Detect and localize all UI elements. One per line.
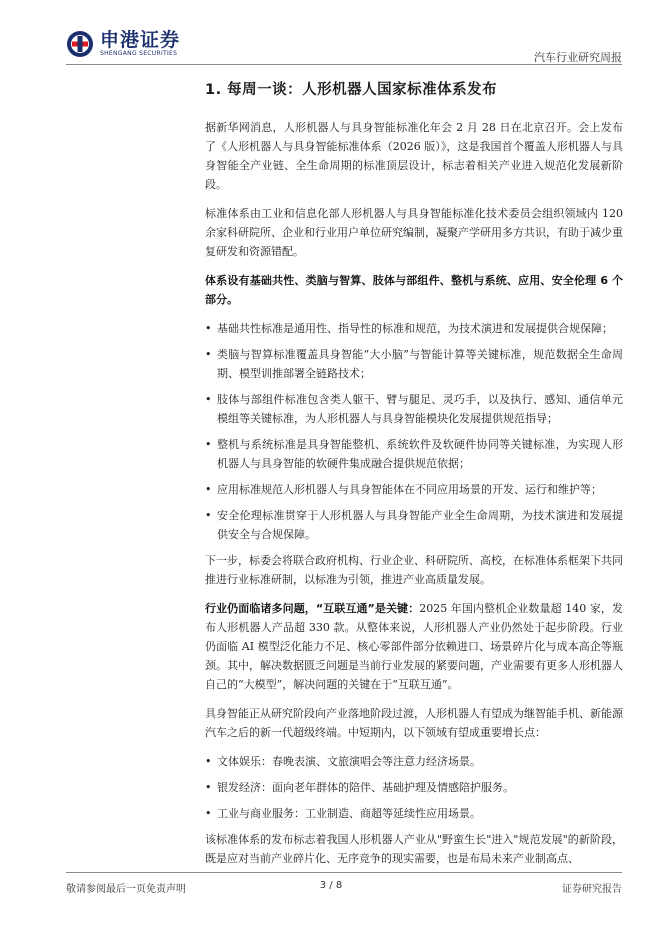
logo-chinese-name: 申港证券 [100,29,181,51]
list-item: • 应用标准规范人形机器人与具身智能体在不同应用场景的开发、运行和维护等； [205,480,623,499]
paragraph-growth-outlook: 具身智能正从研究阶段向产业落地阶段过渡，人形机器人有望成为继智能手机、新能源汽车之后的新一代超级终端。中短期内，以下领域有望成重要增长点： [205,707,623,739]
paragraph-body: 2025 年国内整机企业数量超 140 家，发布人形机器人产品超 330 款。从整体来说，人形机器人产业仍然处于起步阶段。行业仍面临 AI 模型泛化能力不足、核心零部件部分依赖进口、场景碎片化与成本高企等瓶颈。其中，解决数据匮乏问题是当前行业发展的紧要问题，产业需要有更多人形机器人自己的“大模型”，解决问题的关键在于“互联互通”。 [205,602,623,691]
footer-disclaimer: 敬请参阅最后一页免责声明 [66,884,186,895]
standard-parts-list [205,319,623,544]
shengang-logo-icon [66,30,94,58]
footer-report-label: 证券研究报告 [562,884,622,895]
list-item: • 银发经济：面向老年群体的陪伴、基础护理及情感陪护服务。 [205,778,623,797]
paragraph-news-intro: 据新华网消息，人形机器人与具身智能标准化年会 2 月 28 日在北京召开。会上发布了《人形机器人与具身智能标准体系（2026 版）》，这是我国首个覆盖人形机器人与具身智能全产业链、全生命周期的标准顶层设计，标志着相关产业进入规范化发展新阶段。 [205,121,623,191]
paragraph-industry-issues [205,599,623,694]
list-item: • 整机与系统标准是具身智能整机、系统软件及软硬件协同等关键标准，为实现人形机器人与具身智能的软硬件集成融合提供规范依据； [205,435,623,473]
growth-areas-list [205,752,623,823]
section-title: 1. 每周一谈：人形机器人国家标准体系发布 [205,82,498,98]
report-body [205,118,623,878]
company-logo [66,30,180,58]
paragraph-next-steps: 下一步，标委会将联合政府机构、行业企业、科研院所、高校，在标准体系框架下共同推进行业标准研制，以标准为引领，推进产业高质量发展。 [205,554,623,586]
logo-english-name: SHENGANG SECURITIES [100,50,178,57]
paragraph-conclusion: 该标准体系的发布标志着我国人形机器人产业从"野蛮生长"进入"规范发展"的新阶段，既是应对当前产业碎片化、无序竞争的现实需要，也是布局未来产业制高点、 [205,833,623,865]
list-item: • 安全伦理标准贯穿于人形机器人与具身智能产业全生命周期，为技术演进和发展提供安全与合规保障。 [205,506,623,544]
list-item: • 肢体与部组件标准包含类人躯干、臂与腿足、灵巧手，以及执行、感知、通信单元模组等关键标准，为人形机器人与具身智能模块化发展提供规范指导； [205,390,623,428]
paragraph-lead: 行业仍面临诸多问题，“互联互通”是关键： [205,602,420,615]
header-divider [66,64,622,65]
footer-divider [66,872,622,873]
page-header [0,0,662,66]
list-item: • 类脑与智算标准覆盖具身智能“大小脑”与智能计算等关键标准，规范数据全生命周期、模型训推部署全链路技术； [205,345,623,383]
report-type-label: 汽车行业研究周报 [534,51,622,64]
paragraph-six-parts: 体系设有基础共性、类脑与智算、肢体与部组件、整机与系统、应用、安全伦理 6 个部分。 [205,274,623,306]
paragraph-standard-committee: 标准体系由工业和信息化部人形机器人与具身智能标准化技术委员会组织领域内 120 余家科研院所、企业和行业用户单位研究编制，凝聚产学研用多方共识，有助于减少重复研发和资源错配。 [205,207,623,258]
list-item: • 基础共性标准是通用性、指导性的标准和规范，为技术演进和发展提供合规保障； [205,319,623,338]
list-item: • 工业与商业服务：工业制造、商超等延续性应用场景。 [205,804,623,823]
list-item: • 文体娱乐：春晚表演、文旅演唱会等注意力经济场景。 [205,752,623,771]
page-number: 3 / 8 [319,880,343,891]
